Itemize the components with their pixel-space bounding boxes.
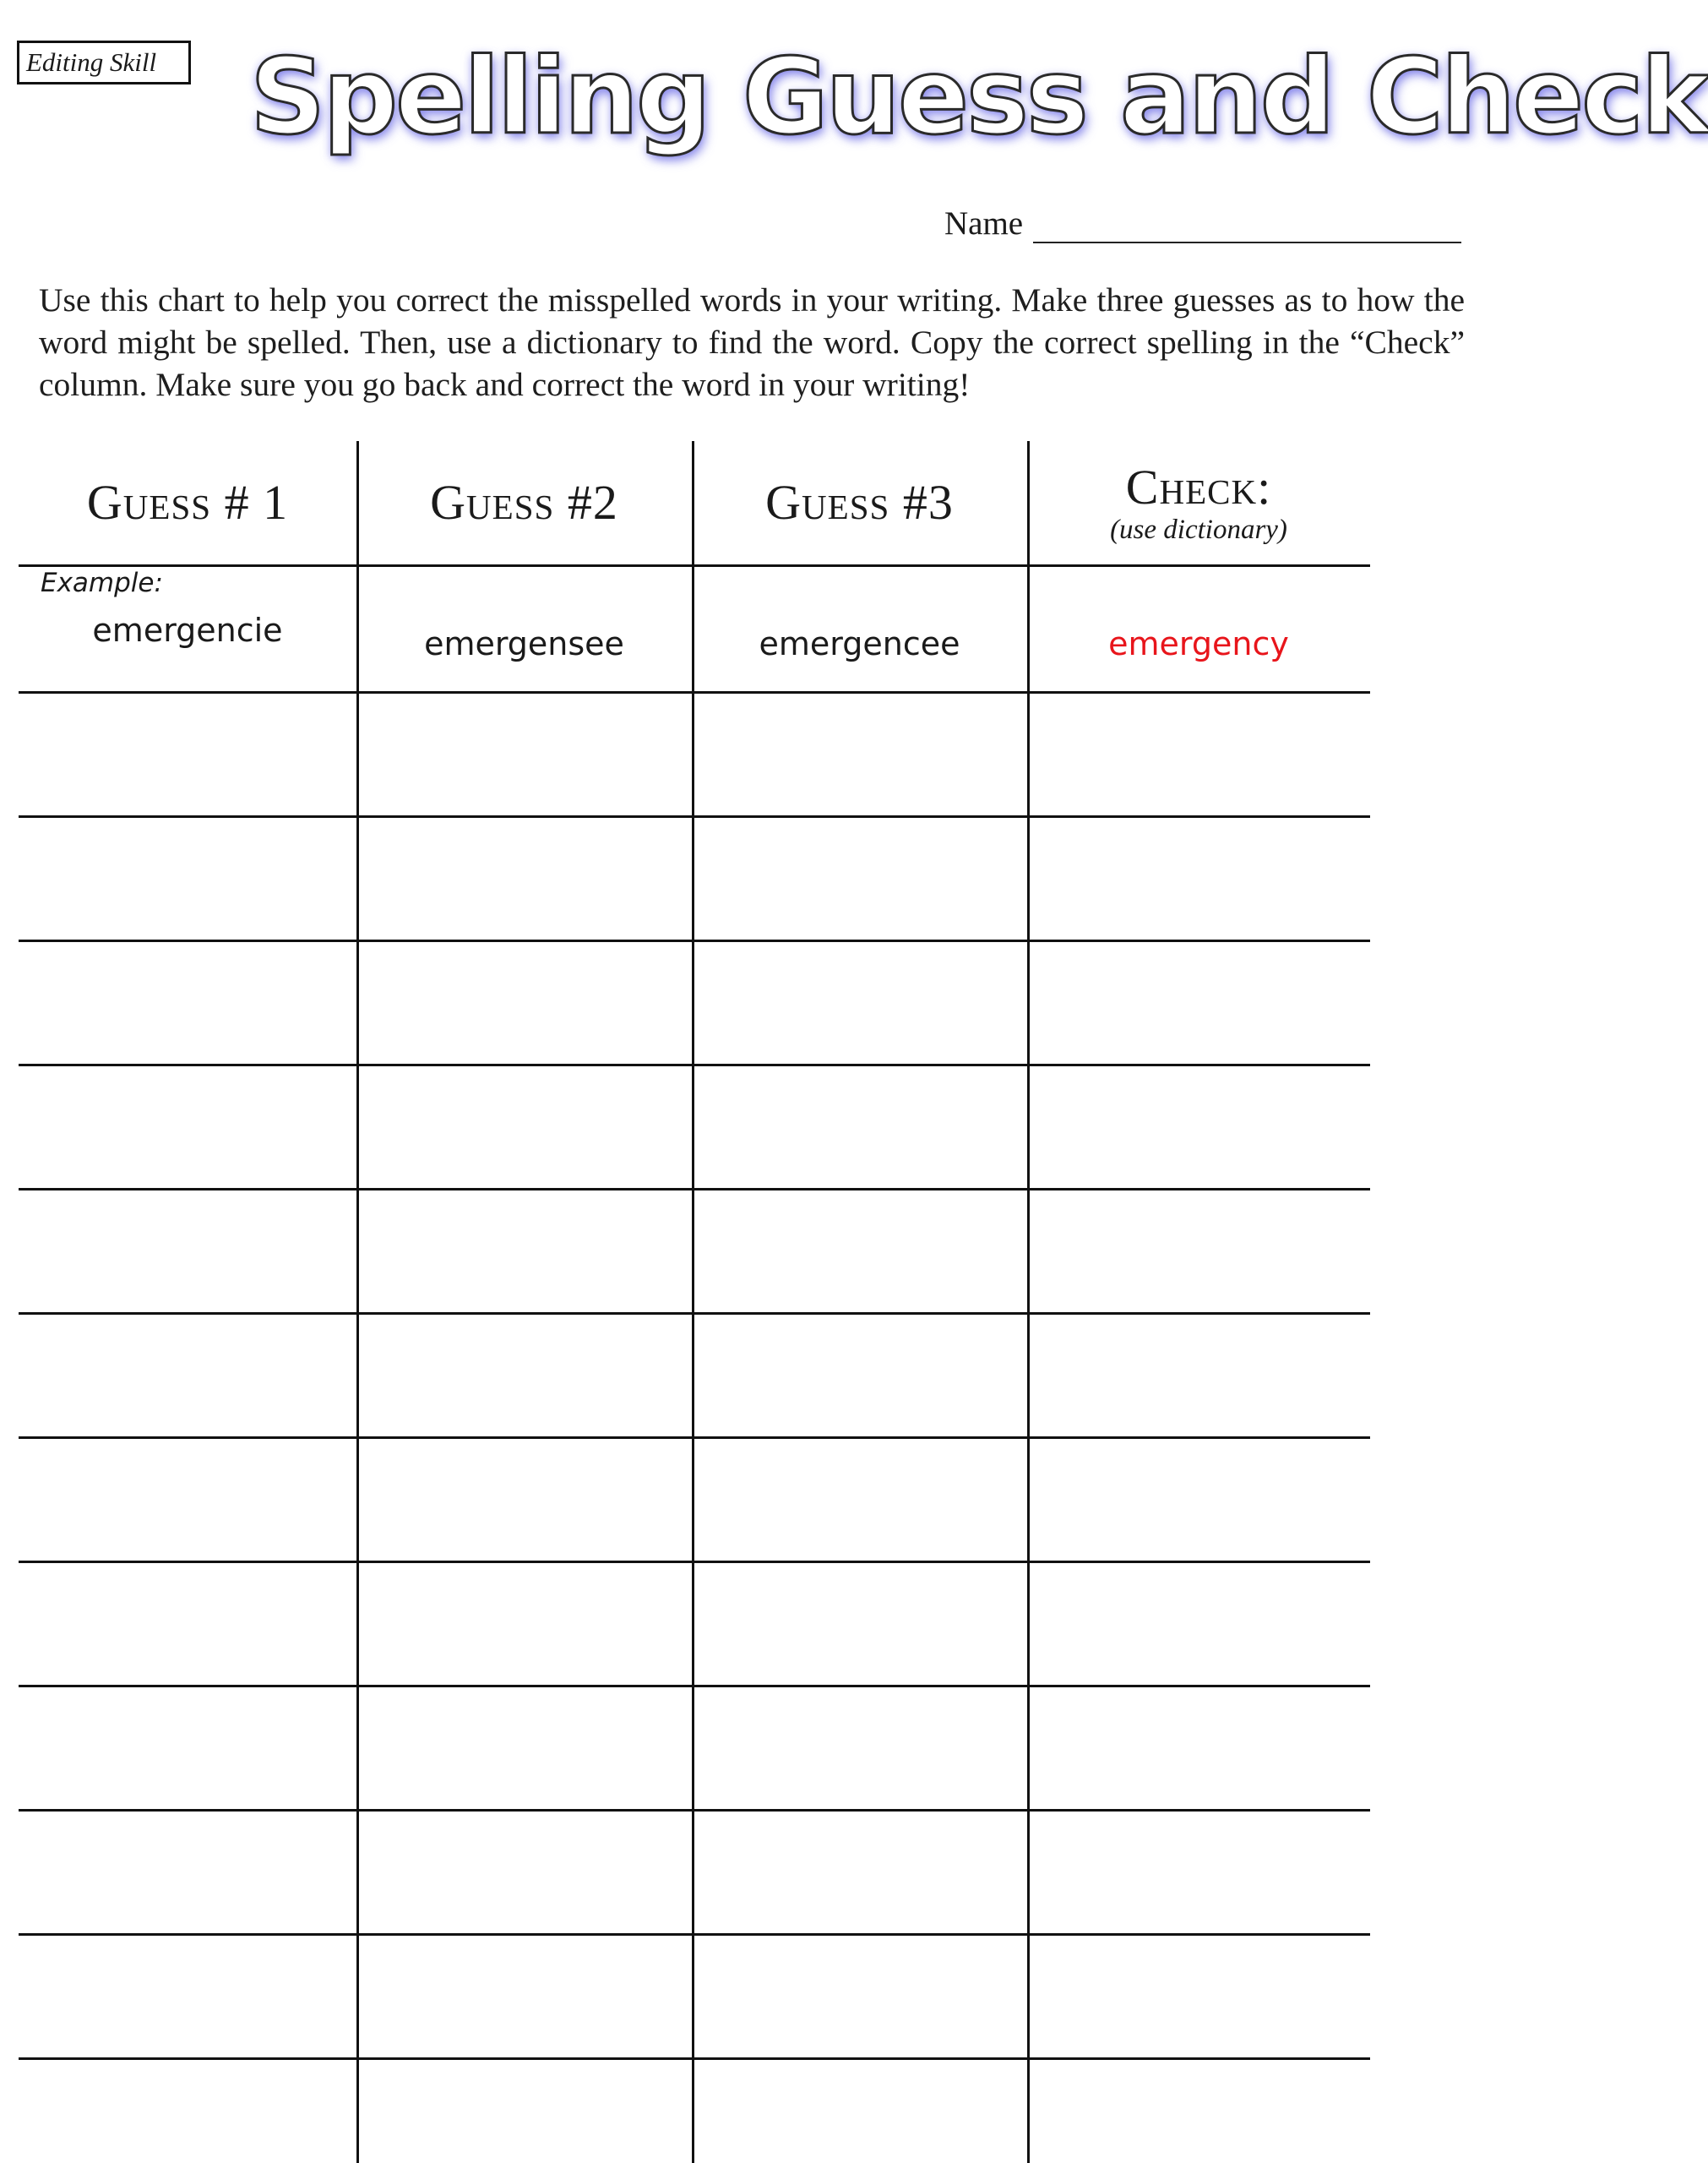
header-guess-3-label: Guess #3 xyxy=(765,475,954,530)
header-guess-2-label: Guess #2 xyxy=(430,475,618,530)
row-line xyxy=(19,1188,1370,1190)
header-guess-2 xyxy=(356,441,692,564)
row-line xyxy=(19,1685,1370,1687)
header-check-subtitle: (use dictionary) xyxy=(1110,515,1287,545)
row-line xyxy=(19,940,1370,942)
name-label: Name xyxy=(944,205,1024,242)
name-blank-line xyxy=(1033,199,1461,243)
row-line xyxy=(19,1561,1370,1563)
column-divider xyxy=(356,441,359,2163)
header-check-label: Check: xyxy=(1125,460,1272,515)
example-label: Example: xyxy=(41,568,163,598)
row-line xyxy=(19,564,1370,567)
editing-skill-tag: Editing Skill xyxy=(17,41,191,84)
example-guess-2: emergensee xyxy=(424,625,624,662)
example-guess-1: emergencie xyxy=(92,612,283,649)
row-line xyxy=(19,691,1370,694)
spelling-table xyxy=(19,441,1370,2163)
row-line xyxy=(19,2057,1370,2060)
instructions: Use this chart to help you correct the misspelled words in your writing. Make three guesses as to how the word might be spelled. Then, use a dictionary to find the word. Copy the correct spelling in the “Check” column. Make sure you go back and correct the word in your writing! xyxy=(39,281,1465,403)
row-line xyxy=(19,1933,1370,1936)
row-line xyxy=(19,1809,1370,1812)
page-title: Spelling Guess and Check xyxy=(250,36,1708,158)
row-line xyxy=(19,1436,1370,1439)
example-check-answer: emergency xyxy=(1108,625,1289,662)
example-guess-3: emergencee xyxy=(759,625,960,662)
header-guess-3 xyxy=(692,441,1027,564)
header-guess-1 xyxy=(19,441,356,564)
name-field xyxy=(944,196,1461,243)
column-divider xyxy=(1027,441,1030,2163)
row-line xyxy=(19,815,1370,818)
column-divider xyxy=(692,441,694,2163)
header-guess-1-label: Guess # 1 xyxy=(86,475,289,530)
header-check xyxy=(1027,441,1370,564)
row-line xyxy=(19,1312,1370,1315)
row-line xyxy=(19,1064,1370,1066)
